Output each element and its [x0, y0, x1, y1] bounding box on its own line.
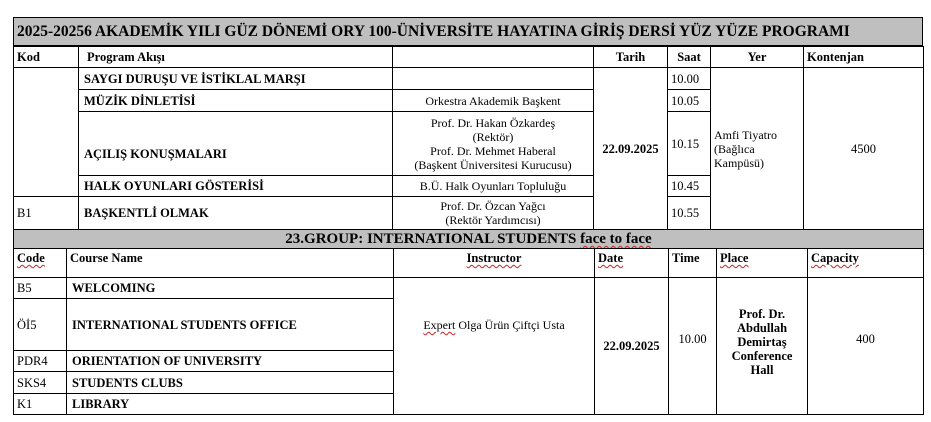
place-line: Conference	[731, 349, 793, 363]
table-header-row	[14, 47, 924, 68]
header-place	[717, 249, 808, 278]
group-title-suffix: face to face	[580, 231, 652, 247]
schedule-table-turkish	[13, 46, 924, 230]
place-line: (Bağlıca	[714, 141, 755, 156]
capacity-cell: 4500	[804, 68, 924, 230]
place-cell	[711, 68, 804, 230]
kod-cell: B1	[14, 197, 79, 230]
header-yer: Yer	[711, 47, 804, 68]
header-instructor	[394, 249, 595, 278]
detail-cell: B.Ü. Halk Oyunları Topluluğu	[393, 176, 594, 197]
table-row	[14, 68, 924, 90]
detail-cell: Orkestra Akademik Başkent	[393, 90, 594, 112]
code-cell: PDR4	[14, 351, 67, 372]
group-title-main: 23.GROUP: INTERNATIONAL STUDENTS	[285, 231, 577, 247]
detail-line	[396, 116, 590, 130]
detail-line: Prof. Dr. Özcan Yağcı	[440, 199, 546, 213]
detail-line: (Rektör)	[472, 129, 514, 144]
instructor-cell	[394, 278, 595, 415]
detail-cell	[393, 112, 594, 176]
code-cell: B5	[14, 278, 67, 299]
header-kontenjan: Kontenjan	[804, 47, 924, 68]
table-row	[14, 278, 924, 299]
detail-line: (Başkent Üniversitesi Kurucusu)	[414, 157, 572, 172]
header-program: Program Akışı	[79, 47, 393, 68]
page-title: 2025-20256 AKADEMİK YILI GÜZ DÖNEMİ ORY 100-ÜNİVERSİTE HAYATINA GİRİŞ DERSİ YÜZ YÜZE PROGRAMI	[13, 17, 923, 46]
place-line: Prof. Dr.	[738, 307, 786, 321]
program-item: BAŞKENTLİ OLMAK	[79, 197, 393, 230]
program-item: AÇILIŞ KONUŞMALARI	[79, 112, 393, 176]
place-line: Kampüsü)	[714, 155, 764, 170]
course-name: LIBRARY	[67, 394, 394, 415]
saat-cell: 10.00	[668, 68, 711, 90]
place-line: Demirtaş	[737, 335, 787, 349]
code-cell: K1	[14, 394, 67, 415]
place-line: Hall	[750, 363, 774, 377]
instructor-name: Olga Ürün Çiftçi Usta	[458, 318, 565, 332]
header-capacity	[808, 249, 924, 278]
code-cell: Öİ5	[14, 299, 67, 351]
course-name: STUDENTS CLUBS	[67, 372, 394, 394]
saat-cell: 10.45	[668, 176, 711, 197]
header-code	[14, 249, 67, 278]
date-cell: 22.09.2025	[594, 68, 668, 230]
header-detail-blank	[393, 47, 594, 68]
date-cell: 22.09.2025	[595, 278, 669, 415]
header-saat: Saat	[668, 47, 711, 68]
saat-cell: 10.55	[668, 197, 711, 230]
header-code-text: Code	[17, 251, 45, 265]
schedule-table-international	[13, 229, 924, 415]
place-line: Abdullah	[736, 321, 788, 335]
kod-cell	[14, 68, 79, 197]
saat-cell: 10.05	[668, 90, 711, 112]
group-title	[14, 230, 924, 249]
course-name: ORIENTATION OF UNIVERSITY	[67, 351, 394, 372]
header-course: Course Name	[67, 249, 394, 278]
header-kod: Kod	[14, 47, 79, 68]
header-place-text: Place	[720, 251, 749, 265]
instructor-prefix: Expert	[423, 318, 456, 332]
detail-cell	[393, 197, 594, 230]
detail-cell	[393, 68, 594, 90]
header-date	[595, 249, 669, 278]
place-line: Amfi Tiyatro	[714, 127, 778, 142]
group-title-row	[14, 230, 924, 249]
saat-cell: 10.15	[668, 112, 711, 176]
detail-line: Prof. Dr. Mehmet Haberal	[430, 143, 556, 158]
program-item: HALK OYUNLARI GÖSTERİSİ	[79, 176, 393, 197]
table-header-row	[14, 249, 924, 278]
code-cell: SKS4	[14, 372, 67, 394]
time-cell: 10.00	[669, 278, 717, 415]
detail-text: Prof. Dr. Hakan Özkardeş	[430, 115, 556, 130]
header-date-text: Date	[598, 251, 623, 265]
program-item: MÜZİK DİNLETİSİ	[79, 90, 393, 112]
header-capacity-text: Capacity	[811, 251, 859, 265]
course-name: INTERNATIONAL STUDENTS OFFICE	[67, 299, 394, 351]
course-name: WELCOMING	[67, 278, 394, 299]
program-item: SAYGI DURUŞU VE İSTİKLAL MARŞI	[79, 68, 393, 90]
detail-line: (Rektör Yardımcısı)	[445, 213, 541, 227]
header-tarih: Tarih	[594, 47, 668, 68]
capacity-cell: 400	[808, 278, 924, 415]
place-cell	[717, 278, 808, 415]
header-instructor-text: Instructor	[466, 251, 522, 265]
header-time: Time	[669, 249, 717, 278]
